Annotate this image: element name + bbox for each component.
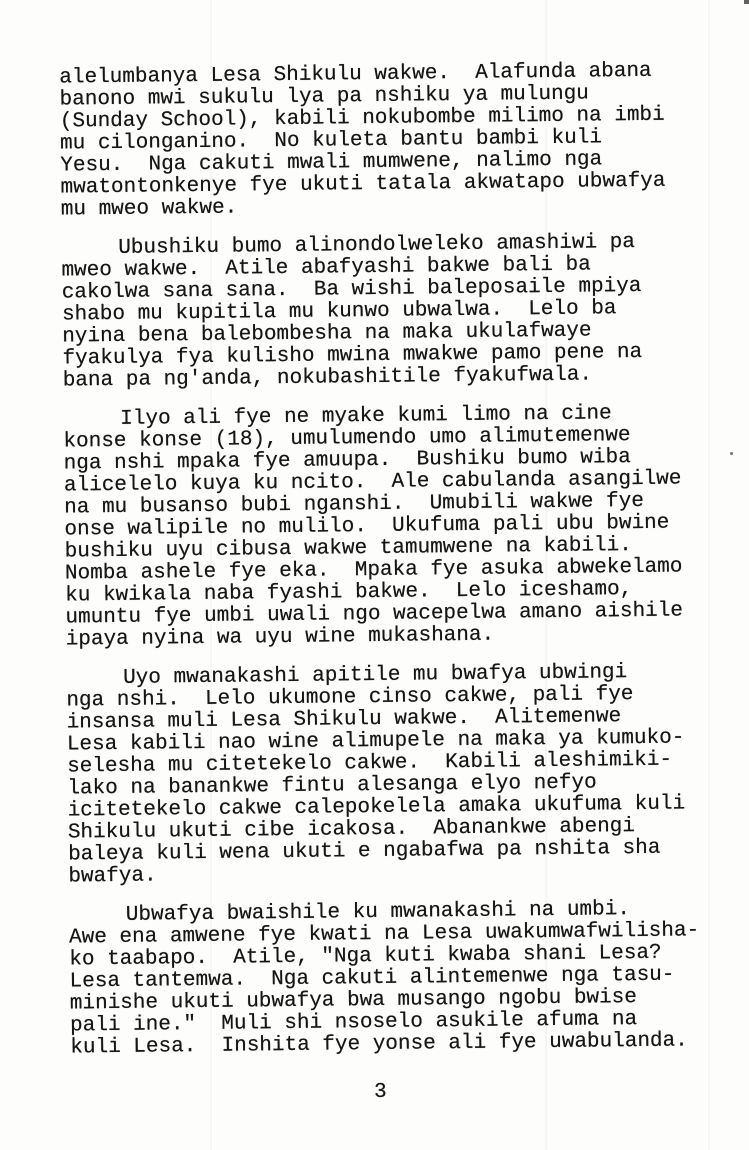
paragraph-5: Ubwafya bwaishile ku mwanakashi na umbi. Awe ena amwene fye kwati na Lesa uwakumwafwilisha- ko taabapo. Atile, "Nga kuti kwaba shani Lesa? Lesa tantemwa. Nga cakuti alintemenwe nga tasu- minishe ukuti ubwafya bwa musango ngobu bwise pali ine." Muli shi nsoselo asukile afuma na kuli Lesa. Inshita fye yonse ali fye uwabulanda.: [68, 898, 700, 1060]
paragraph-3: Ilyo ali fye ne myake kumi limo na cine konse konse (18), umulumendo umo alimutemenwe nga nshi mpaka fye amuupa. Bushiku bumo wiba alicelelo kuya ku ncito. Ale cabulanda asangilwe na mu busanso bubi nganshi. Umubili wakwe fye onse walipile no mulilo. Ukufuma pali ubu bwine bushiku uyu cibusa wakwe tamumwene na kabili. Nomba ashele fye eka. Mpaka fye asuka abwekelamo ku kwikala naba fyashi bakwe. Lelo iceshamo, umuntu fye umbi uwali ngo wacepelwa amano aishile ipaya nyina wa uyu wine mukashana.: [63, 402, 684, 652]
scan-speck: [744, 0, 749, 4]
paragraph-2: Ubushiku bumo alinondolweleko amashiwi pa mweo wakwe. Atile abafyashi bakwe bali ba cakolwa sana sana. Ba wishi baleposaile mpiya shabo mu kupitila mu kunwo ubwalwa. Lelo ba nyina bena balebombesha na maka ukulafwaye fyakulya fya kulisho mwina mwakwe pamo pene na bana pa ng'anda, nokubashitile fyakufwala.: [61, 231, 643, 393]
paragraph-4: Uyo mwanakashi apitile mu bwafya ubwingi nga nshi. Lelo ukumone cinso cakwe, pali fye insansa muli Lesa Shikulu wakwe. Alitemenwe Lesa kabili nao wine alimupele na maka ya kumuko- selesha mu citetekelo cakwe. Kabili aleshimiki- lako na banankwe fintu alesanga elyo nefyo icitetekelo cakwe calepokelela amaka ukufuma kuli Shikulu ukuti cibe icakosa. Abanankwe abengi baleya kuli wena ukuti e ngabafwa pa nshita sha bwafya.: [66, 661, 686, 889]
body-text: [59, 60, 720, 1076]
page-number: 3: [373, 1080, 387, 1105]
paragraph-1: alelumbanya Lesa Shikulu wakwe. Alafunda abana banono mwi sukulu lya pa nshiku ya mulungu (Sunday School), kabili nokubombe milimo na imbi mu cilonganino. No kuleta bantu bambi kuli Yesu. Nga cakuti mwali mumwene, nalimo nga mwatontonkenye fye ukuti tatala akwatapo ubwafya mu mweo wakwe.: [59, 59, 666, 222]
